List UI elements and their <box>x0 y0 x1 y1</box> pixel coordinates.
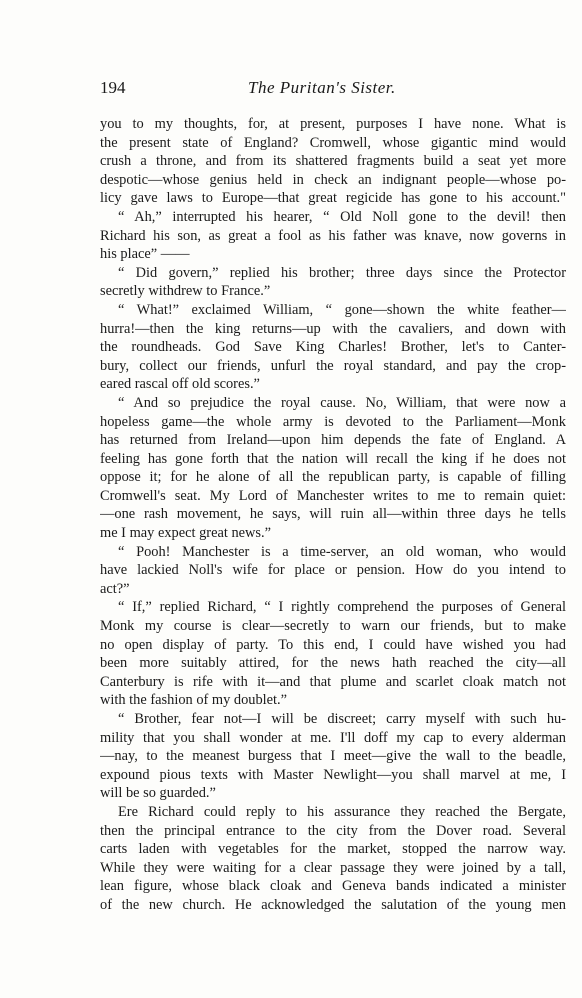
text-line: Canterbury is rife with it—and that plume and scarlet cloak match not <box>100 673 566 690</box>
text-line: Cromwell's seat. My Lord of Manchester writes to me to remain quiet: <box>100 487 566 504</box>
text-line: no open display of party. To this end, I could have wished you had <box>100 636 566 653</box>
text-line: mility that you shall wonder at me. I'll doff my cap to every alderman <box>100 729 566 746</box>
page-number: 194 <box>100 78 126 97</box>
text-line: “ Brother, fear not—I will be discreet; carry myself with such hu- <box>118 711 566 727</box>
running-title: The Puritan's Sister. <box>248 78 396 97</box>
text-line: despotic—whose genius held in check an indignant people—whose po- <box>100 171 566 188</box>
text-line: carts laden with vegetables for the market, stopped the narrow way. <box>100 841 566 858</box>
text-line: expound pious texts with Master Newlight—you shall marvel at me, I <box>100 766 566 783</box>
text-line: the roundheads. God Save King Charles! Brother, let's to Canter- <box>100 339 566 356</box>
text-line: me I may expect great news.” <box>100 525 272 542</box>
text-line: —one rash movement, he says, will ruin all—within three days he tells <box>100 506 566 523</box>
text-line: has returned from Ireland—upon him depends the fate of England. A <box>100 432 566 449</box>
text-line: “ What!” exclaimed William, “ gone—shown the white feather— <box>118 301 566 318</box>
text-line: “ Pooh! Manchester is a time-server, an old woman, who would <box>118 543 566 560</box>
body-text <box>100 115 566 915</box>
text-line: hopeless game—the whole army is devoted to the Parliament—Monk <box>100 413 566 430</box>
text-line: been more suitably attired, for the news hath reached the city—all <box>100 655 566 672</box>
text-line: Ere Richard could reply to his assurance they reached the Bergate, <box>118 803 566 820</box>
text-line: Monk my course is clear—secretly to warn our friends, but to make <box>100 618 566 635</box>
text-line: lean figure, whose black cloak and Geneva bands indicated a minister <box>100 878 566 895</box>
text-line: —nay, to the meanest burgess that I meet—give the wall to the beadle, <box>100 748 566 765</box>
text-line: of the new church. He acknowledged the salutation of the young men <box>100 896 566 913</box>
text-line: “ If,” replied Richard, “ I rightly comprehend the purposes of General <box>118 599 566 616</box>
text-line: oppose it; for he alone of all the republican party, is capable of filling <box>100 469 566 486</box>
text-line: licy gave laws to Europe—that great regicide has gone to his account." <box>100 190 566 207</box>
text-line: “ And so prejudice the royal cause. No, William, that were now a <box>118 394 566 411</box>
text-line: his place” —— <box>100 246 190 263</box>
text-line: have lackied Noll's wife for place or pension. How do you intend to <box>100 562 566 579</box>
running-head <box>100 78 566 102</box>
text-line: act?” <box>100 580 130 597</box>
text-line: bury, collect our friends, unfurl the royal standard, and pay the crop- <box>100 357 566 374</box>
text-line: eared rascal off old scores.” <box>100 376 260 393</box>
text-line: the present state of England? Cromwell, whose gigantic mind would <box>100 134 566 151</box>
text-line: crush a throne, and from its shattered fragments build a seat yet more <box>100 153 566 170</box>
text-line: then the principal entrance to the city from the Dover road. Several <box>100 822 566 839</box>
text-line: you to my thoughts, for, at present, purposes I have none. What is <box>100 116 566 132</box>
text-line: with the fashion of my doublet.” <box>100 692 288 709</box>
text-line: hurra!—then the king returns—up with the cavaliers, and down with <box>100 320 566 337</box>
text-line: secretly withdrew to France.” <box>100 283 271 300</box>
text-line: “ Ah,” interrupted his hearer, “ Old Noll gone to the devil! then <box>118 208 566 225</box>
text-line: “ Did govern,” replied his brother; three days since the Protector <box>118 264 566 281</box>
text-line: will be so guarded.” <box>100 785 216 802</box>
text-line: Richard his son, as great a fool as his father was knave, now governs in <box>100 227 566 244</box>
text-line: While they were waiting for a clear passage they were joined by a tall, <box>100 859 566 876</box>
text-line: feeling has gone forth that the nation will recall the king if he does not <box>100 450 566 467</box>
